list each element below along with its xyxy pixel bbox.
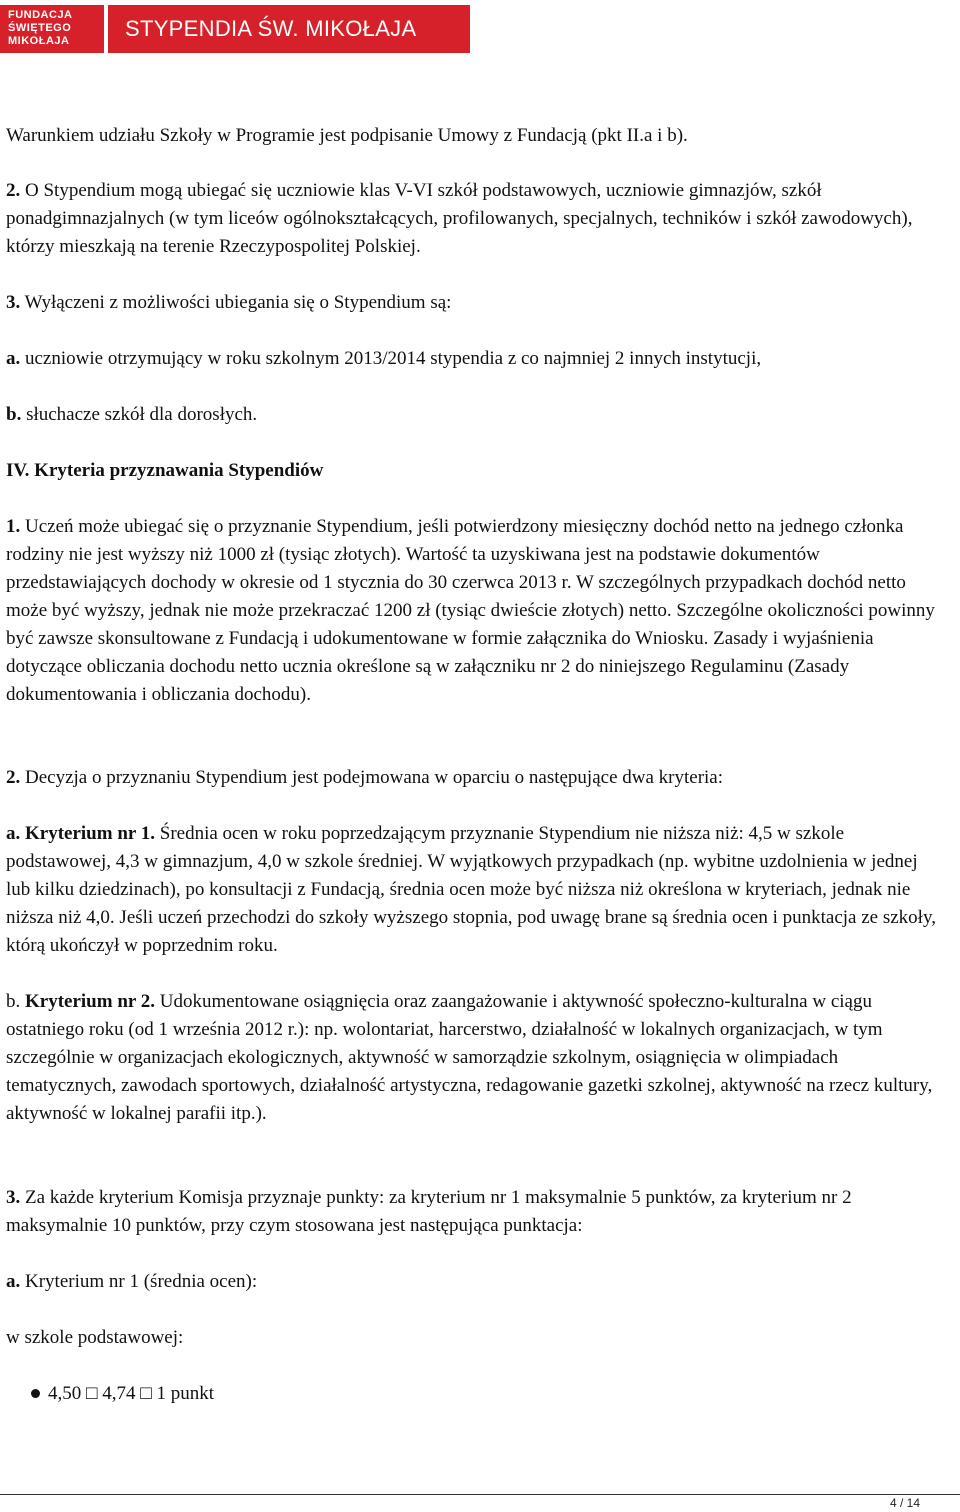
logo-line-2: ŚWIĘTEGO (8, 22, 72, 34)
foundation-logo (0, 5, 104, 53)
paragraph-intro: Warunkiem udziału Szkoły w Programie jest podpisanie Umowy z Fundacją (pkt II.a i b). (6, 125, 688, 146)
paragraph-number: 3. (6, 1187, 21, 1208)
logo-line-3: MIKOŁAJA (8, 35, 70, 47)
paragraph-3b: 3. Za każde kryterium Komisja przyznaje punkty: za kryterium nr 1 maksymalnie 5 punktów, za kryterium nr 2 maksymalnie 10 punktów, przy czym stosowana jest następująca punktacja: (6, 1187, 852, 1236)
criterion-1: a. Kryterium nr 1. Średnia ocen w roku poprzedzającym przyznanie Stypendium nie niższa niż: 4,5 w szkole podstawowej, 4,3 w gimnazjum, 4,0 w szkole średniej. W wyjątkowych przypadkach (np. wybitne uzdolnienia w jednej lub kilku dziedzinach), po konsultacji z Fundacją, średnia ocen może być niższa niż określona w kryteriach, jednak nie niższa niż 4,0. Jeśli uczeń przechodzi do szkoły wyższego stopnia, pod uwagę brane są średnia ocen i punktacja ze szkoły, którą ukończył w poprzednim roku. (6, 823, 936, 956)
paragraph-number: 3. (6, 292, 21, 313)
section-heading-iv: IV. Kryteria przyznawania Stypendiów (6, 460, 324, 481)
bullet-icon (31, 1389, 40, 1398)
paragraph-a2: a. Kryterium nr 1 (średnia ocen): (6, 1271, 258, 1292)
paragraph-2b: 2. Decyzja o przyznaniu Stypendium jest podejmowana w oparciu o następujące dwa kryteria: (6, 767, 724, 788)
paragraph-number: a. (6, 348, 21, 369)
paragraph-number: a. (6, 1271, 21, 1292)
paragraph-number: 1. (6, 516, 21, 537)
bullet-item-1: 4,50 □ 4,74 □ 1 punkt (48, 1383, 214, 1404)
paragraph-b: b. słuchacze szkół dla dorosłych. (6, 404, 258, 425)
paragraph-1: 1. Uczeń może ubiegać się o przyznanie Stypendium, jeśli potwierdzony miesięczny dochód netto na jednego członka rodziny nie jest wyższy niż 1000 zł (tysiąc złotych). Wartość ta uzyskiwana jest na podstawie dokumentów przedstawiających dochody w okresie od 1 stycznia do 30 czerwca 2013 r. W szczególnych przypadkach dochód netto może być wyższy, jednak nie może przekraczać 1200 zł (tysiąc dwieście złotych) netto. Szczególne okoliczności powinny być zawsze skonsultowane z Fundacją i udokumentowane w formie załącznika do Wniosku. Zasady i wyjaśnienia dotyczące obliczania dochodu netto ucznia określone są w załączniku nr 2 do niniejszego Regulaminu (Zasady dokumentowania i obliczania dochodu). (6, 516, 935, 705)
paragraph-a: a. uczniowie otrzymujący w roku szkolnym 2013/2014 stypendia z co najmniej 2 innych instytucji, (6, 348, 762, 369)
paragraph-3: 3. Wyłączeni z możliwości ubiegania się o Stypendium są: (6, 292, 452, 313)
criterion-2-label: Kryterium nr 2. (25, 991, 155, 1012)
banner-title: STYPENDIA ŚW. MIKOŁAJA (108, 5, 470, 53)
page-number: 4 / 14 (889, 1496, 920, 1510)
criterion-2: b. Kryterium nr 2. Udokumentowane osiągnięcia oraz zaangażowanie i aktywność społeczno-kulturalna w ciągu ostatniego roku (od 1 września 2012 r.): np. wolontariat, harcerstwo, działalność w lokalnych organizacjach, w tym szczególnie w organizacjach ekologicznych, aktywność w samorządzie szkolnym, osiągnięcia w olimpiadach tematycznych, zawodach sportowych, działalność artystyczna, redagowanie gazetki szkolnej, aktywność na rzecz kultury, aktywność w lokalnej parafii itp.). (6, 991, 933, 1124)
paragraph-number: b. (6, 404, 22, 425)
paragraph-2: 2. O Stypendium mogą ubiegać się uczniowie klas V-VI szkół podstawowych, uczniowie gimnazjów, szkół ponadgimnazjalnych (w tym liceów ogólnokształcących, profilowanych, specjalnych, techników i szkół zawodowych), którzy mieszkają na terenie Rzeczypospolitej Polskiej. (6, 180, 913, 257)
paragraph-school: w szkole podstawowej: (6, 1327, 184, 1348)
paragraph-number: 2. (6, 767, 21, 788)
paragraph-number: 2. (6, 180, 21, 201)
header (0, 0, 960, 58)
logo-line-1: FUNDACJA (8, 9, 73, 21)
criterion-2-prefix: b. (6, 991, 25, 1012)
footer-divider (0, 1494, 960, 1495)
criterion-1-label: a. Kryterium nr 1. (6, 823, 155, 844)
